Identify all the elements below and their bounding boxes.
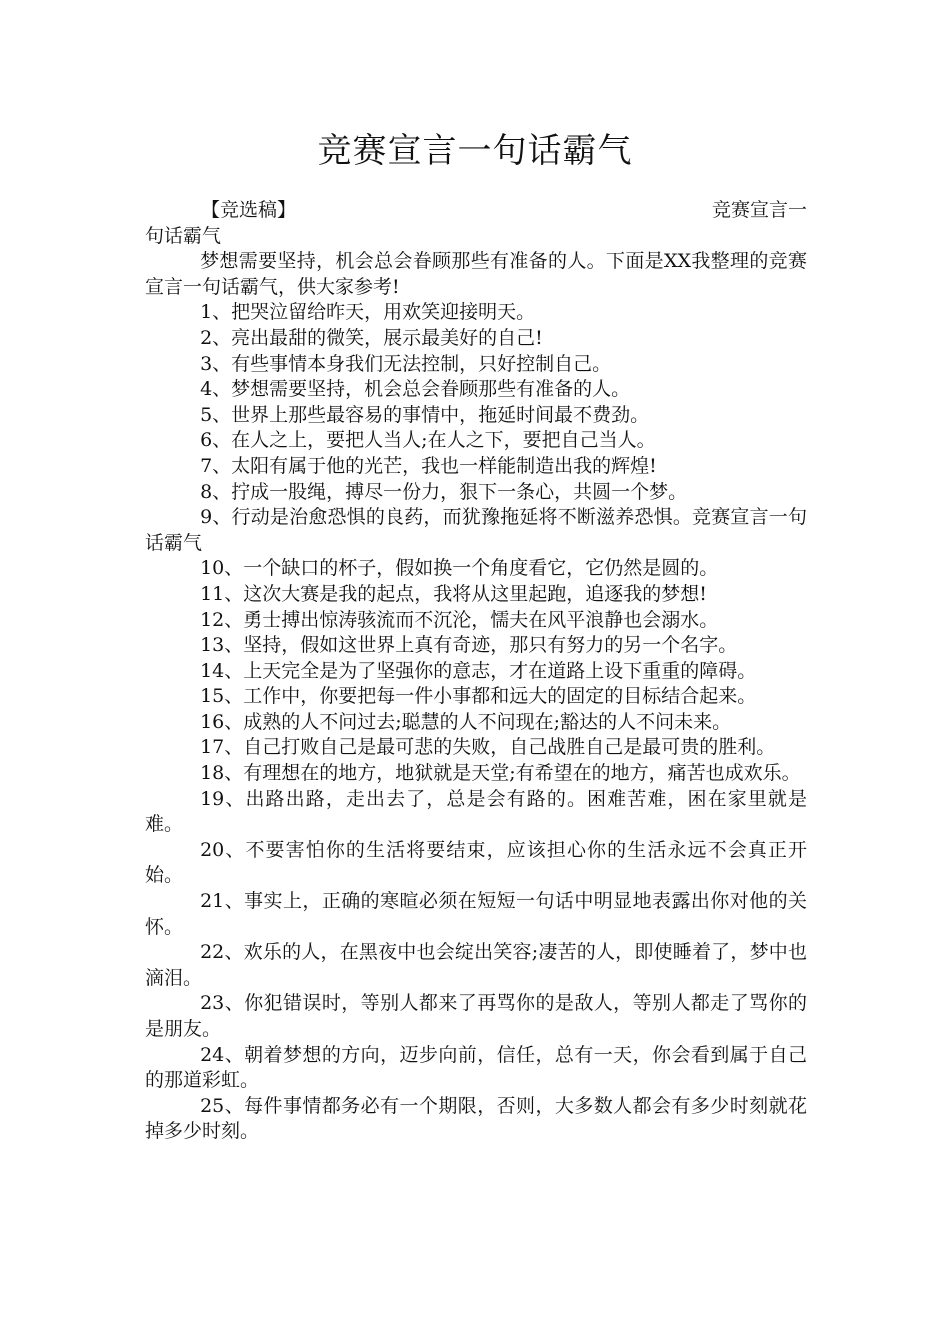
list-item: 21、事实上，正确的寒暄必须在短短一句话中明显地表露出你对他的关怀。 xyxy=(145,890,807,938)
list-item: 22、欢乐的人，在黑夜中也会绽出笑容;凄苦的人，即使睡着了，梦中也滴泪。 xyxy=(145,941,807,989)
list-item: 18、有理想在的地方，地狱就是天堂;有希望在的地方，痛苦也成欢乐。 xyxy=(200,762,801,785)
list-item: 1、把哭泣留给昨天，用欢笑迎接明天。 xyxy=(200,301,536,324)
list-item: 7、太阳有属于他的光芒，我也一样能制造出我的辉煌! xyxy=(200,454,657,477)
list-item: 3、有些事情本身我们无法控制，只好控制自己。 xyxy=(200,352,612,375)
list-item: 25、每件事情都务必有一个期限，否则，大多数人都会有多少时刻就花掉多少时刻。 xyxy=(145,1094,807,1143)
list-item: 8、拧成一股绳，搏尽一份力，狠下一条心，共圆一个梦。 xyxy=(200,480,688,503)
document-body xyxy=(145,198,807,1145)
list-item: 20、不要害怕你的生活将要结束，应该担心你的生活永远不会真正开始。 xyxy=(145,838,807,887)
list-item: 13、坚持，假如这世界上真有奇迹，那只有努力的另一个名字。 xyxy=(200,634,738,657)
list-item: 11、这次大赛是我的起点，我将从这里起跑，追逐我的梦想! xyxy=(200,582,707,605)
header-line xyxy=(145,198,807,224)
list-item: 6、在人之上，要把人当人;在人之下，要把自己当人。 xyxy=(200,429,656,452)
document-title: 竞赛宣言一句话霸气 xyxy=(317,131,633,171)
list-item: 19、出路出路，走出去了，总是会有路的。困难苦难，困在家里就是难。 xyxy=(145,787,807,836)
list-item: 10、一个缺口的杯子，假如换一个角度看它，它仍然是圆的。 xyxy=(200,557,719,580)
list-item: 23、你犯错误时，等别人都来了再骂你的是敌人，等别人都走了骂你的是朋友。 xyxy=(145,992,807,1040)
header-tag: 【竞选稿】 xyxy=(201,199,297,221)
list-item: 16、成熟的人不问过去;聪慧的人不问现在;豁达的人不问未来。 xyxy=(200,710,732,733)
list-item: 17、自己打败自己是最可悲的失败，自己战胜自己是最可贵的胜利。 xyxy=(200,736,776,759)
list-item: 15、工作中，你要把每一件小事都和远大的固定的目标结合起来。 xyxy=(200,685,757,708)
list-item: 14、上天完全是为了坚强你的意志，才在道路上设下重重的障碍。 xyxy=(200,659,757,682)
list-item: 24、朝着梦想的方向，迈步向前，信任，总有一天，你会看到属于自己的那道彩虹。 xyxy=(145,1043,807,1092)
list-item: 4、梦想需要坚持，机会总会眷顾那些有准备的人。 xyxy=(200,378,631,401)
intro-paragraph: 梦想需要坚持，机会总会眷顾那些有准备的人。下面是XX我整理的竞赛宣言一句话霸气，供大家参考! xyxy=(145,250,807,298)
list-item: 2、亮出最甜的微笑，展示最美好的自己! xyxy=(200,326,543,349)
header-topic: 竞赛宣言一 xyxy=(711,199,807,221)
list-item: 5、世界上那些最容易的事情中，拖延时间最不费劲。 xyxy=(200,403,650,426)
header-topic-continued: 句话霸气 xyxy=(145,224,222,247)
list-item: 9、行动是治愈恐惧的良药，而犹豫拖延将不断滋养恐惧。竞赛宣言一句话霸气 xyxy=(145,506,807,554)
list-item: 12、勇士搏出惊涛骇流而不沉沦，懦夫在风平浪静也会溺水。 xyxy=(200,608,719,631)
